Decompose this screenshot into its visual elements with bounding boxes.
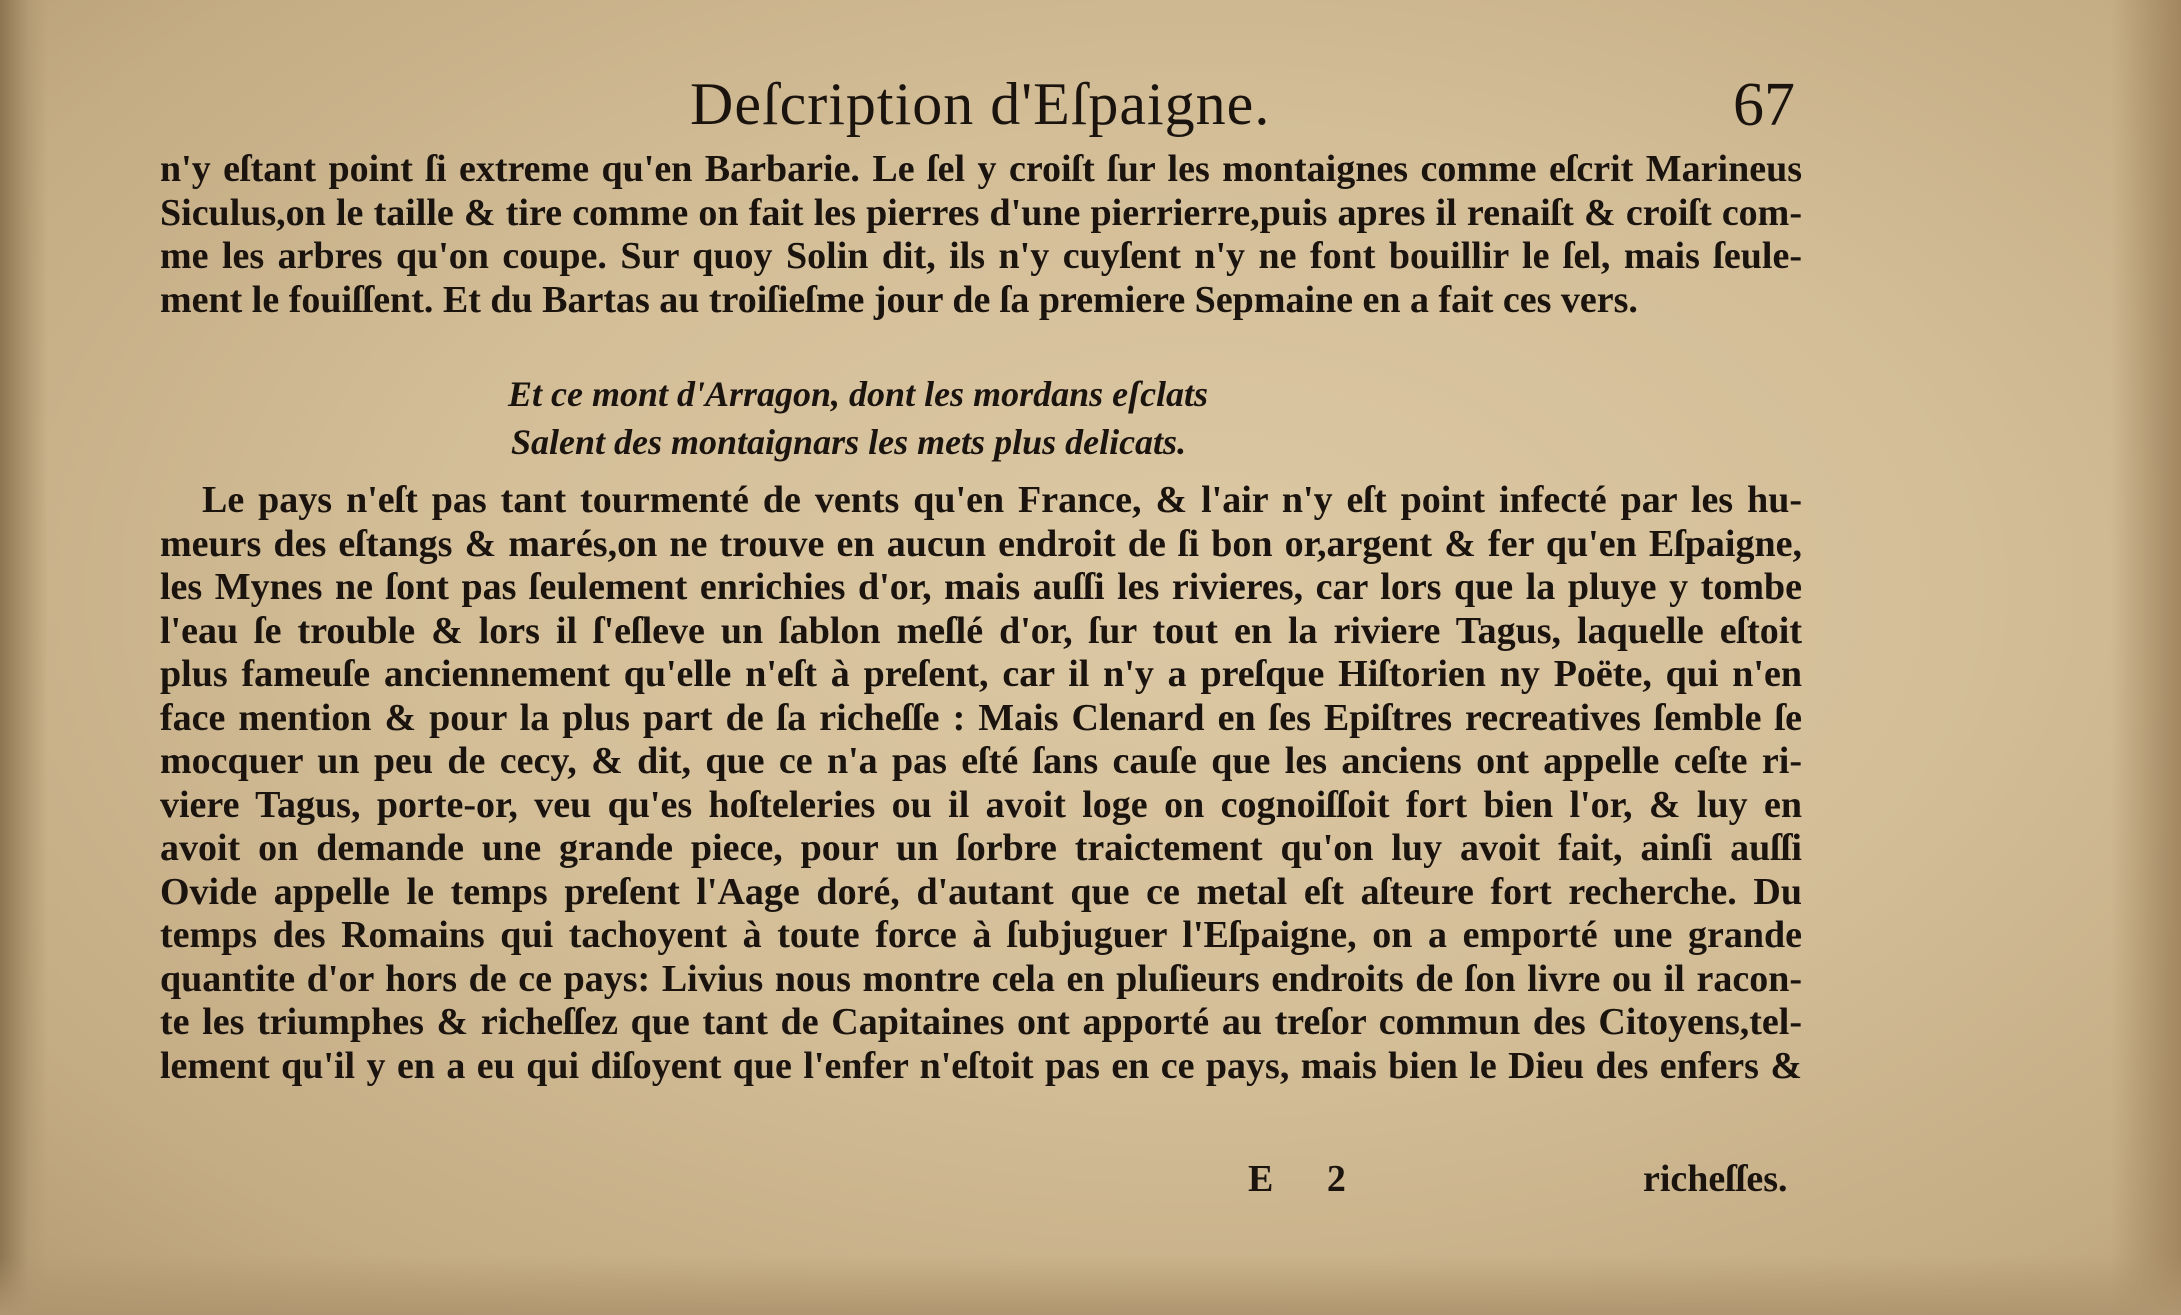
- text-line: meurs des eſtangs & marés,on ne trouve en aucun endroit de ſi bon or,argent & fer qu'en Eſpaigne,: [160, 522, 1802, 565]
- text-line: temps des Romains qui tachoyent à toute force à ſubjuguer l'Eſpaigne, on a emporté une grande: [160, 914, 1802, 956]
- text-line: lement qu'il y en a eu qui diſoyent que l'enfer n'eſtoit pas en ce pays, mais bien le Dieu des enfers &: [160, 1044, 1802, 1087]
- text-line: plus fameuſe anciennement qu'elle n'eſt à preſent, car il n'y a preſque Hiſtorien ny Poëte, qui n'en: [160, 653, 1802, 695]
- catchword: richeſſes.: [1643, 1158, 1788, 1200]
- paragraph-2: [160, 479, 1802, 1088]
- text-line: te les triumphes & richeſſez que tant de Capitaines ont apporté au treſor commun des Citoyens,tel-: [160, 1001, 1802, 1043]
- text-line: avoit on demande une grande piece, pour un ſorbre traictement qu'on luy avoit fait, ainſi auſſi: [160, 827, 1802, 869]
- text-line: mocquer un peu de cecy, & dit, que ce n'a pas eſté ſans cauſe que les anciens ont appelle ceſte ri-: [160, 740, 1802, 782]
- page-edge-shadow: [2111, 0, 2181, 1315]
- text-line: Le pays n'eſt pas tant tourmenté de vents qu'en France, & l'air n'y eſt point infecté par les hu-: [202, 479, 1802, 521]
- text-line: les Mynes ne ſont pas ſeulement enrichies d'or, mais auſſi les rivieres, car lors que la pluye y tombe: [160, 566, 1802, 608]
- text-line: me les arbres qu'on coupe. Sur quoy Solin dit, ils n'y cuyſent n'y ne font bouillir le ſel, mais ſeule-: [160, 235, 1802, 277]
- page-number: 67: [1733, 71, 1795, 139]
- page-gutter-shadow: [0, 0, 48, 1315]
- running-head: Deſcription d'Eſpaigne.: [690, 71, 1271, 137]
- text-line: l'eau ſe trouble & lors il ſ'eſleve un ſablon meſlé d'or, ſur tout en la riviere Tagus, laquelle eſtoit: [160, 609, 1802, 652]
- verse-line: Et ce mont d'Arragon, dont les mordans eſclats: [508, 374, 1209, 414]
- text-line: viere Tagus, porte-or, veu qu'es hoſteleries ou il avoit loge on cognoiſſoit fort bien l'or, & luy en: [160, 783, 1802, 826]
- page-bottom-shadow: [0, 1255, 2181, 1315]
- text-line: Siculus,on le taille & tire comme on fait les pierres d'une pierrierre,puis apres il renaiſt & croiſt com-: [160, 191, 1802, 234]
- text-line: n'y eſtant point ſi extreme qu'en Barbarie. Le ſel y croiſt ſur les montaignes comme eſcrit Marineus: [160, 148, 1802, 190]
- verse-line: Salent des montaignars les mets plus delicats.: [511, 422, 1187, 462]
- text-line: Ovide appelle le temps preſent l'Aage doré, d'autant que ce metal eſt aſteure fort recherche. Du: [160, 870, 1802, 913]
- text-line: ment le fouiſſent. Et du Bartas au troiſieſme jour de ſa premiere Sepmaine en a fait ces vers.: [160, 278, 1638, 321]
- paragraph-1: [160, 148, 1802, 322]
- text-line: quantite d'or hors de ce pays: Livius nous montre cela en pluſieurs endroits de ſon livre ou il racon-: [160, 957, 1802, 1000]
- text-line: face mention & pour la plus part de ſa richeſſe : Mais Clenard en ſes Epiſtres recreatives ſemble ſe: [160, 696, 1802, 739]
- verse-quotation: [508, 370, 1408, 466]
- signature-mark: E 2: [1248, 1158, 1368, 1200]
